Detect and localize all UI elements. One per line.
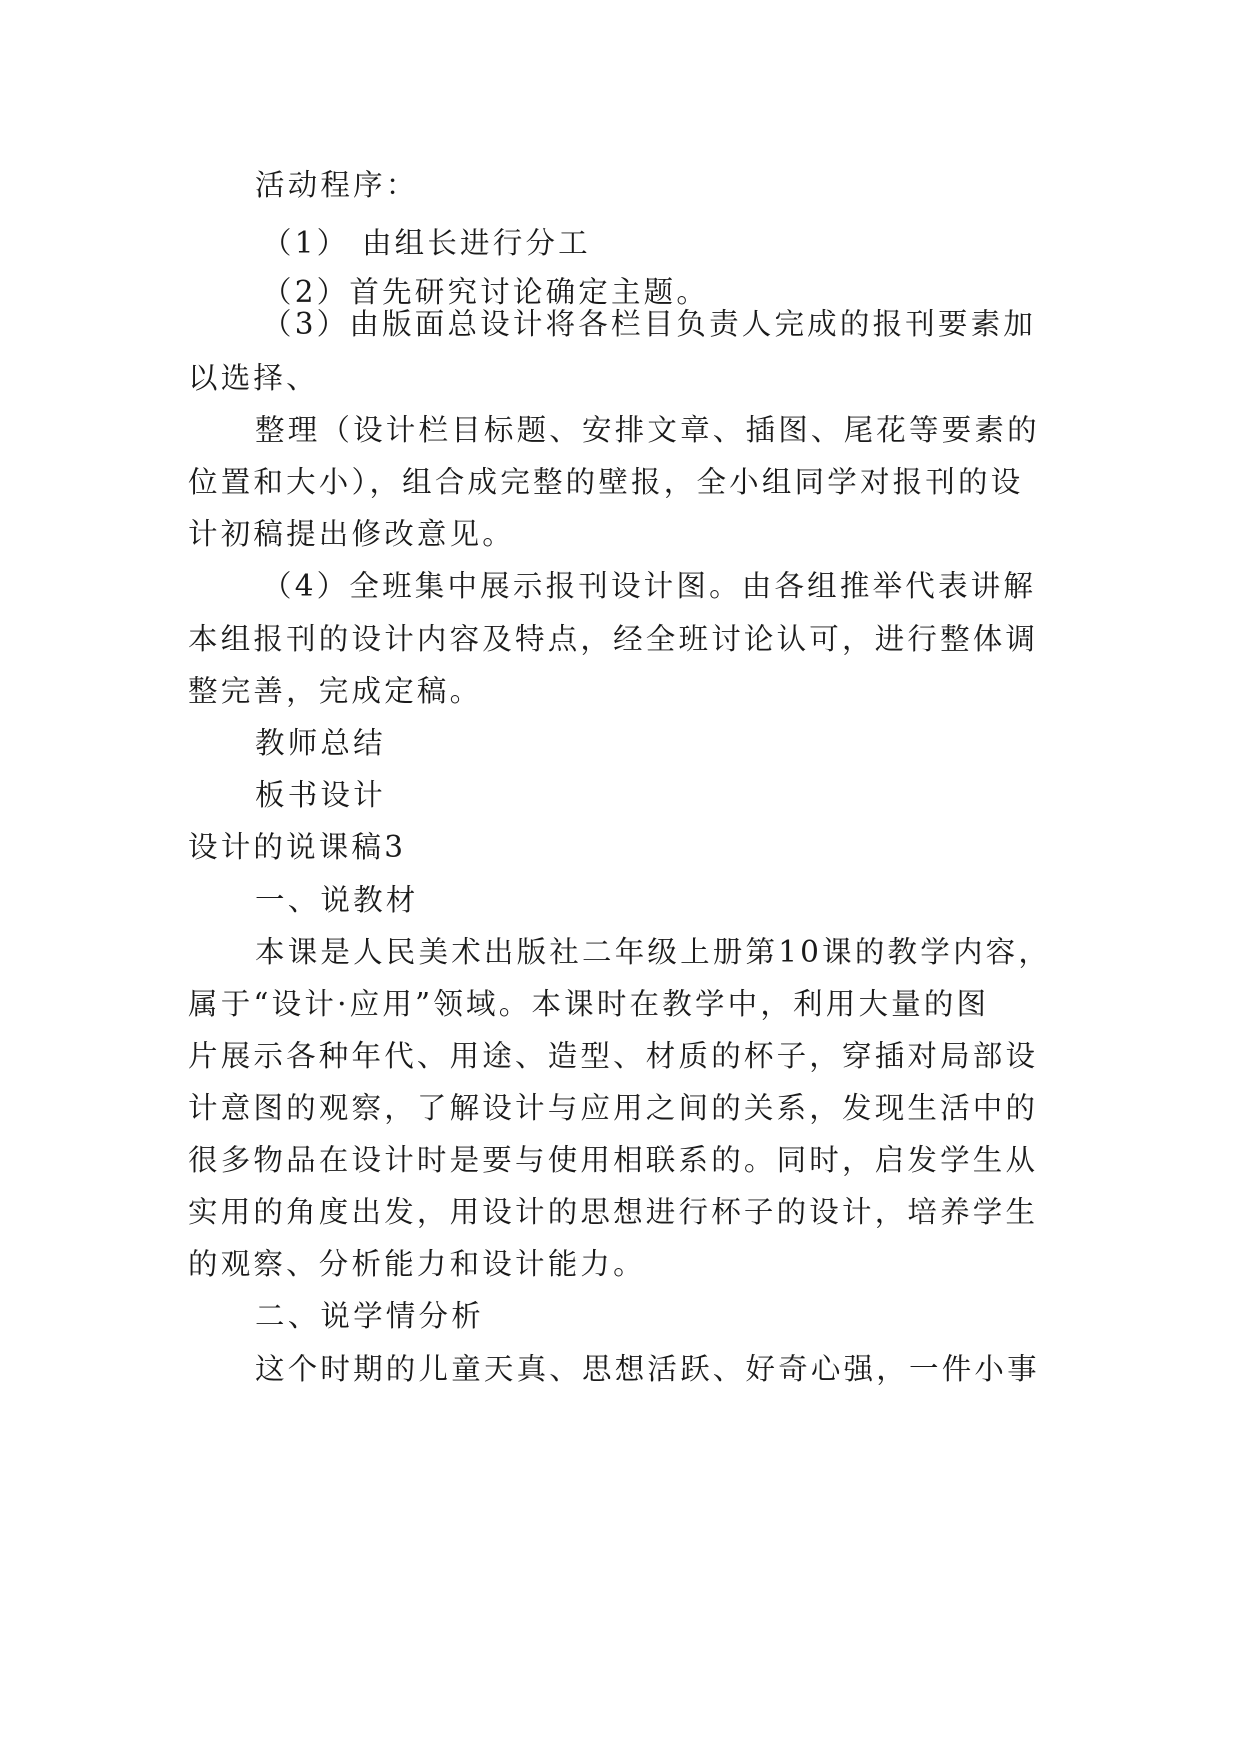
paragraph-line: 片展示各种年代、用途、造型、材质的杯子，穿插对局部设 xyxy=(188,1039,1039,1073)
section-heading: 一、说教材 xyxy=(255,883,419,917)
section-heading: 二、说学情分析 xyxy=(255,1299,484,1333)
paragraph-line: 本组报刊的设计内容及特点，经全班讨论认可，进行整体调 xyxy=(188,622,1039,656)
paragraph-line: 很多物品在设计时是要与使用相联系的。同时，启发学生从 xyxy=(188,1143,1039,1177)
paragraph-line: （3）由版面总设计将各栏目负责人完成的报刊要素加 xyxy=(262,307,1037,341)
paragraph-line: 的观察、分析能力和设计能力。 xyxy=(188,1247,646,1281)
paragraph-line: 活动程序： xyxy=(255,168,419,202)
paragraph-line: 以选择、 xyxy=(188,361,319,395)
paragraph-line: 教师总结 xyxy=(255,726,386,760)
paragraph-line: 整理（设计栏目标题、安排文章、插图、尾花等要素的 xyxy=(255,413,1040,447)
paragraph-line: 本课是人民美术出版社二年级上册第10课的教学内容， xyxy=(255,935,1052,969)
paragraph-line: 实用的角度出发，用设计的思想进行杯子的设计，培养学生 xyxy=(188,1195,1039,1229)
paragraph-line: （1） 由组长进行分工 xyxy=(262,226,591,260)
paragraph-line: 属于“设计·应用”领域。本课时在教学中，利用大量的图 xyxy=(188,987,990,1021)
paragraph-line: 这个时期的儿童天真、思想活跃、好奇心强，一件小事 xyxy=(255,1352,1040,1386)
paragraph-line: 位置和大小），组合成完整的壁报，全小组同学对报刊的设 xyxy=(188,465,1024,499)
paragraph-line: （4）全班集中展示报刊设计图。由各组推举代表讲解 xyxy=(262,569,1037,603)
paragraph-line: 板书设计 xyxy=(255,778,386,812)
paragraph-line: 计初稿提出修改意见。 xyxy=(188,517,516,551)
paragraph-line: 计意图的观察，了解设计与应用之间的关系，发现生活中的 xyxy=(188,1091,1039,1125)
section-title: 设计的说课稿3 xyxy=(188,830,407,864)
paragraph-line: （2）首先研究讨论确定主题。 xyxy=(262,275,710,309)
paragraph-line: 整完善，完成定稿。 xyxy=(188,674,483,708)
